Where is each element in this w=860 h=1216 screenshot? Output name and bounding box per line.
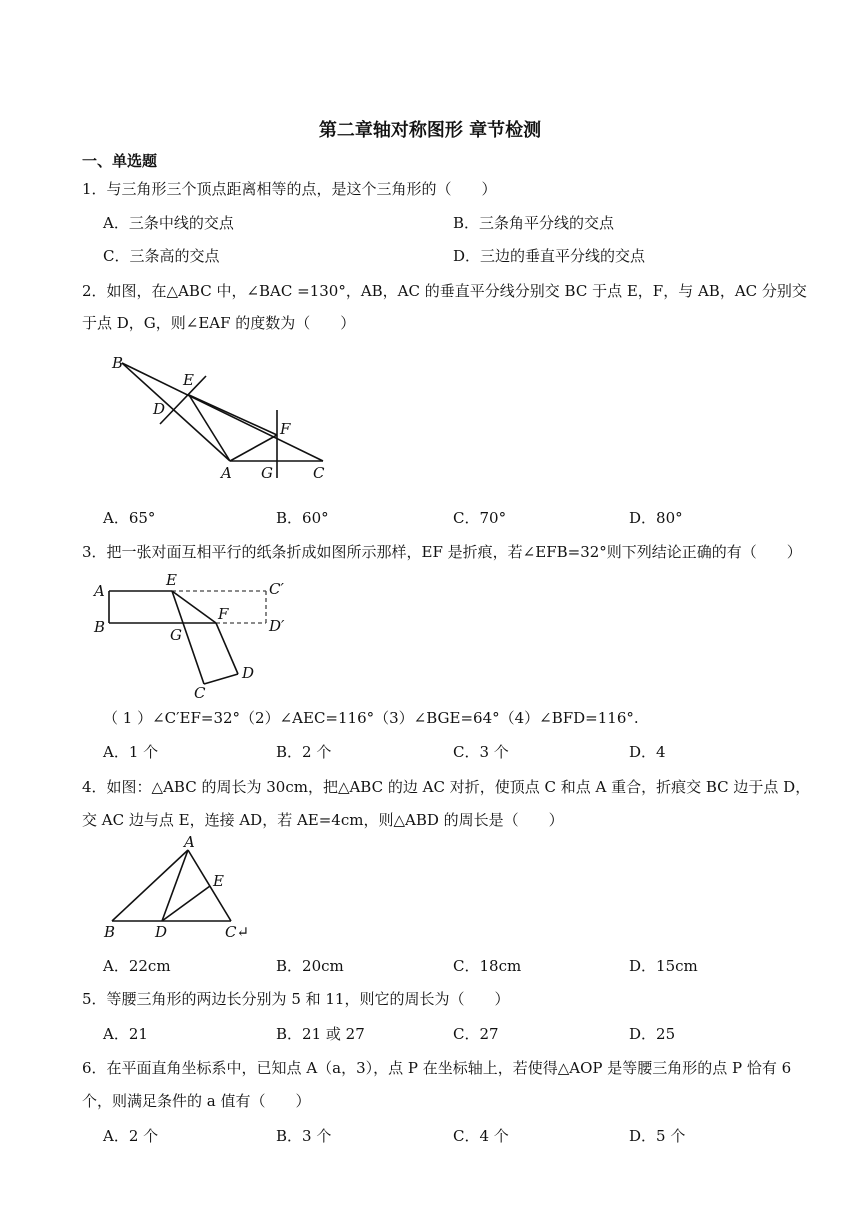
q3-option-b: B．2 个 bbox=[276, 743, 332, 761]
q3-label-d-prime: D′ bbox=[269, 617, 285, 635]
q3-option-d: D．4 bbox=[629, 743, 666, 761]
q3-label-b: B bbox=[94, 618, 106, 636]
q5-stem: 5．等腰三角形的两边长分别为 5 和 11，则它的周长为（ ） bbox=[82, 990, 510, 1008]
q3-label-f: F bbox=[218, 605, 229, 623]
q2-option-d: D．80° bbox=[629, 509, 683, 527]
q4-stem-line2: 交 AC 边与点 E，连接 AD，若 AE=4cm，则△ABD 的周长是（ ） bbox=[82, 811, 564, 829]
q2-stem-line2: 于点 D，G，则∠EAF 的度数为（ ） bbox=[82, 314, 356, 332]
q3-statements: （ 1 ）∠C′EF=32°（2）∠AEC=116°（3）∠BGE=64°（4）∠BFD=116°. bbox=[103, 709, 639, 727]
q2-label-d: D bbox=[153, 400, 166, 418]
q6-option-b: B．3 个 bbox=[276, 1127, 332, 1145]
q5-option-c: C．27 bbox=[453, 1025, 499, 1043]
q3-label-c-prime: C′ bbox=[269, 580, 284, 598]
q4-stem-line1: 4．如图：△ABC 的周长为 30cm，把△ABC 的边 AC 对折，使顶点 C 和点 A 重合，折痕交 BC 边于点 D， bbox=[82, 778, 811, 796]
q3-label-e: E bbox=[166, 571, 177, 589]
q3-label-d: D bbox=[242, 664, 255, 682]
q1-option-b: B．三条角平分线的交点 bbox=[453, 214, 615, 232]
q2-label-b: B bbox=[112, 354, 124, 372]
q3-label-g: G bbox=[170, 626, 182, 644]
section-heading: 一、单选题 bbox=[82, 152, 158, 170]
q5-option-b: B．21 或 27 bbox=[276, 1025, 365, 1043]
q3-option-a: A．1 个 bbox=[103, 743, 159, 761]
q6-option-a: A．2 个 bbox=[103, 1127, 159, 1145]
q1-option-d: D．三边的垂直平分线的交点 bbox=[453, 247, 646, 265]
q4-label-b: B bbox=[104, 923, 116, 941]
q6-option-d: D．5 个 bbox=[629, 1127, 686, 1145]
q2-label-a: A bbox=[221, 464, 232, 482]
q4-label-a: A bbox=[184, 833, 195, 851]
q5-option-a: A．21 bbox=[103, 1025, 148, 1043]
q6-stem-line1: 6．在平面直角坐标系中，已知点 A（a，3），点 P 在坐标轴上，若使得△AOP 是等腰三角形的点 P 恰有 6 bbox=[82, 1059, 792, 1077]
q3-label-c: C bbox=[194, 684, 206, 702]
q2-option-c: C．70° bbox=[453, 509, 507, 527]
q6-option-c: C．4 个 bbox=[453, 1127, 509, 1145]
q3-option-c: C．3 个 bbox=[453, 743, 509, 761]
q2-label-g: G bbox=[261, 464, 273, 482]
q4-label-e: E bbox=[213, 872, 224, 890]
q4-option-d: D．15cm bbox=[629, 957, 698, 975]
q4-option-b: B．20cm bbox=[276, 957, 344, 975]
q3-label-a: A bbox=[94, 582, 105, 600]
q6-stem-line2: 个，则满足条件的 a 值有（ ） bbox=[82, 1092, 311, 1110]
q2-label-f: F bbox=[280, 420, 291, 438]
q5-option-d: D．25 bbox=[629, 1025, 676, 1043]
q1-stem: 1．与三角形三个顶点距离相等的点，是这个三角形的（ ） bbox=[82, 180, 497, 198]
q2-label-e: E bbox=[183, 371, 194, 389]
q1-option-a: A．三条中线的交点 bbox=[103, 214, 234, 232]
q4-option-a: A．22cm bbox=[103, 957, 171, 975]
q3-stem: 3．把一张对面互相平行的纸条折成如图所示那样，EF 是折痕，若∠EFB=32°则下列结论正确的有（ ） bbox=[82, 543, 802, 561]
q1-option-c: C．三条高的交点 bbox=[103, 247, 220, 265]
q2-option-b: B．60° bbox=[276, 509, 329, 527]
q2-option-a: A．65° bbox=[103, 509, 156, 527]
q2-label-c: C bbox=[313, 464, 325, 482]
q4-option-c: C．18cm bbox=[453, 957, 522, 975]
q2-stem-line1: 2．如图，在△ABC 中，∠BAC =130°，AB，AC 的垂直平分线分别交 BC 于点 E，F，与 AB，AC 分别交 bbox=[82, 282, 807, 300]
q4-label-d: D bbox=[155, 923, 168, 941]
q4-label-c: C↵ bbox=[225, 923, 250, 941]
page-title: 第二章轴对称图形 章节检测 bbox=[318, 120, 542, 141]
